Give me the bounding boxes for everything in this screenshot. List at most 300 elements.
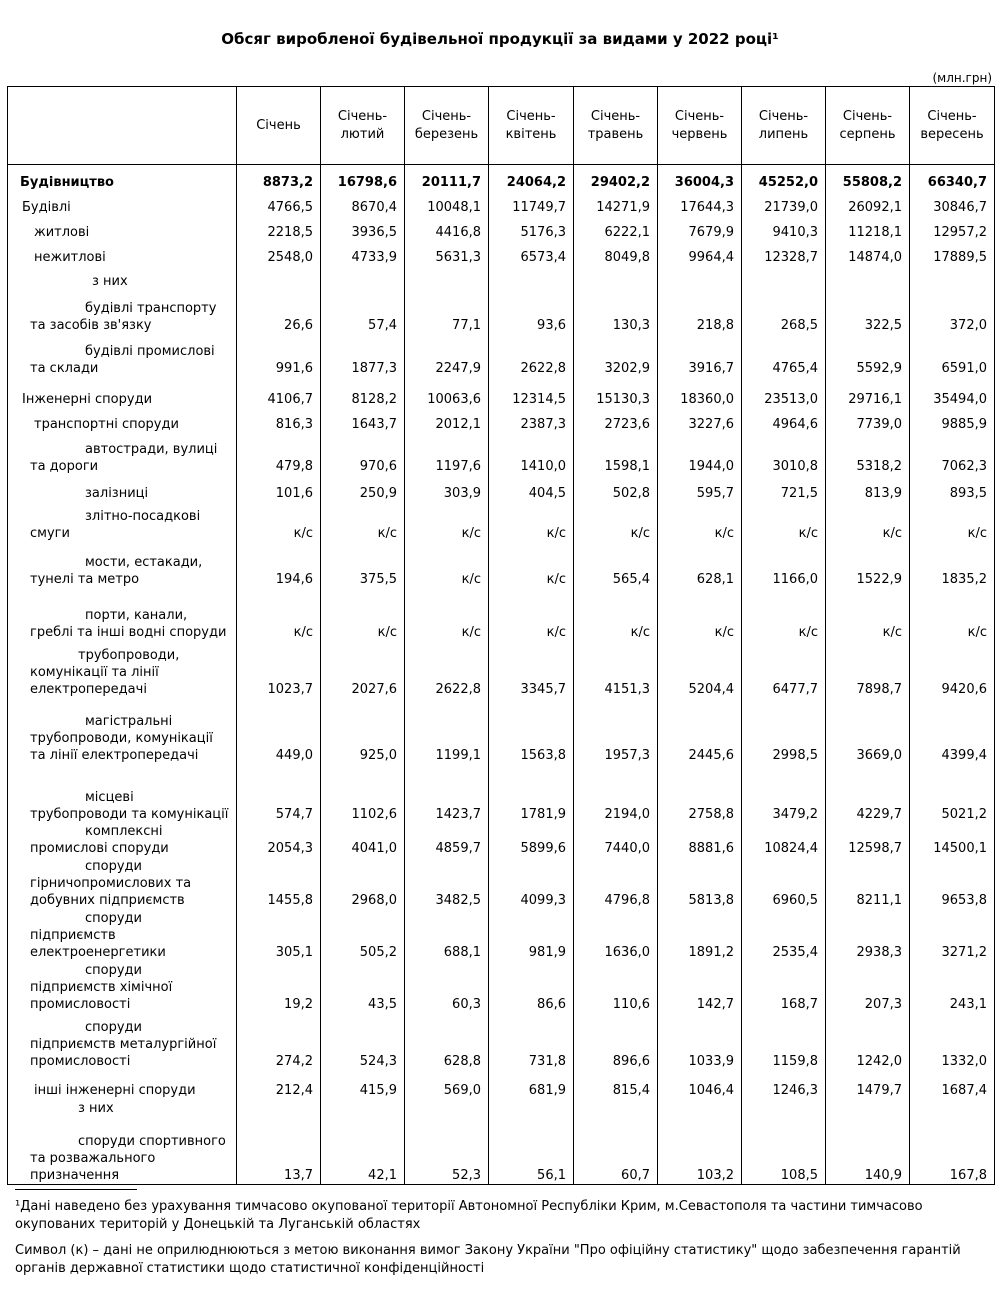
- value-cell: 1643,7: [321, 408, 405, 433]
- row-label: [8, 588, 237, 641]
- value-cell: 167,8: [910, 1117, 995, 1185]
- value-cell: 2998,5: [742, 698, 826, 764]
- value-cell: 970,6: [321, 433, 405, 475]
- value-cell: 628,8: [405, 1013, 489, 1070]
- value-cell: 10063,6: [405, 377, 489, 408]
- table-row: [8, 823, 995, 857]
- value-cell: 628,1: [658, 542, 742, 588]
- value-cell: 1563,8: [489, 698, 574, 764]
- value-cell: 6960,5: [742, 857, 826, 909]
- row-label: [8, 909, 237, 961]
- table-row: [8, 377, 995, 408]
- table-row: [8, 408, 995, 433]
- value-cell: к/с: [405, 588, 489, 641]
- value-cell: 2445,6: [658, 698, 742, 764]
- value-cell: 77,1: [405, 290, 489, 334]
- row-label-text: магістральні трубопроводи, комунікації та лінії електропередачі: [30, 713, 213, 763]
- value-cell: 815,4: [574, 1070, 658, 1099]
- value-cell: 8049,8: [574, 241, 658, 266]
- value-cell: 30846,7: [910, 191, 995, 216]
- table-row: [8, 290, 995, 334]
- table-row: [8, 909, 995, 961]
- value-cell: 681,9: [489, 1070, 574, 1099]
- value-cell: 250,9: [321, 475, 405, 502]
- value-cell: [742, 1099, 826, 1117]
- value-cell: 1957,3: [574, 698, 658, 764]
- row-label: [8, 191, 237, 216]
- value-cell: 305,1: [237, 909, 321, 961]
- value-cell: к/с: [321, 502, 405, 542]
- value-cell: 23513,0: [742, 377, 826, 408]
- value-cell: 6222,1: [574, 216, 658, 241]
- value-cell: 207,3: [826, 961, 910, 1013]
- table-row: [8, 502, 995, 542]
- value-cell: 1598,1: [574, 433, 658, 475]
- value-cell: 5318,2: [826, 433, 910, 475]
- value-cell: [910, 1099, 995, 1117]
- value-cell: 10048,1: [405, 191, 489, 216]
- row-label: [8, 698, 237, 764]
- value-cell: 1332,0: [910, 1013, 995, 1070]
- value-cell: к/с: [489, 502, 574, 542]
- row-label-text: з них: [92, 273, 128, 289]
- row-label-text: споруди підприємств хімічної промисловості: [30, 962, 173, 1012]
- table-row: [8, 764, 995, 823]
- value-cell: 14500,1: [910, 823, 995, 857]
- table-row: [8, 334, 995, 377]
- value-cell: 1455,8: [237, 857, 321, 909]
- value-cell: 35494,0: [910, 377, 995, 408]
- value-cell: 991,6: [237, 334, 321, 377]
- table-row: [8, 588, 995, 641]
- row-label-text: трубопроводи, комунікації та лінії електропередачі: [30, 647, 180, 697]
- value-cell: 5899,6: [489, 823, 574, 857]
- value-cell: 36004,3: [658, 165, 742, 191]
- value-cell: к/с: [574, 502, 658, 542]
- row-label-text: інші інженерні споруди: [34, 1082, 196, 1098]
- table-row: [8, 241, 995, 266]
- value-cell: к/с: [910, 588, 995, 641]
- footnote-2: Символ (к) – дані не оприлюднюються з метою виконання вимог Закону України "Про офіційну статистику" щодо забезпечення гарантій органів державної статистики щодо статистичної конфіденційності: [15, 1243, 961, 1276]
- row-label-text: Інженерні споруди: [22, 391, 153, 407]
- table-row: [8, 1099, 995, 1117]
- value-cell: 55808,2: [826, 165, 910, 191]
- value-cell: [489, 266, 574, 290]
- row-label: [8, 857, 237, 909]
- value-cell: 1197,6: [405, 433, 489, 475]
- value-cell: 2054,3: [237, 823, 321, 857]
- value-cell: 140,9: [826, 1117, 910, 1185]
- value-cell: [826, 1099, 910, 1117]
- value-cell: 1423,7: [405, 764, 489, 823]
- value-cell: 4041,0: [321, 823, 405, 857]
- value-cell: 17644,3: [658, 191, 742, 216]
- column-header: Січень: [237, 87, 321, 165]
- table-row: [8, 641, 995, 698]
- row-label-text: Будівлі: [22, 199, 71, 215]
- value-cell: 1891,2: [658, 909, 742, 961]
- value-cell: [742, 266, 826, 290]
- value-cell: [405, 1099, 489, 1117]
- value-cell: 595,7: [658, 475, 742, 502]
- row-label-text: комплексні промислові споруди: [30, 823, 169, 856]
- value-cell: 4106,7: [237, 377, 321, 408]
- value-cell: 5631,3: [405, 241, 489, 266]
- value-cell: 243,1: [910, 961, 995, 1013]
- value-cell: 4151,3: [574, 641, 658, 698]
- column-header: Січень-липень: [742, 87, 826, 165]
- value-cell: 142,7: [658, 961, 742, 1013]
- value-cell: к/с: [321, 588, 405, 641]
- value-cell: к/с: [574, 588, 658, 641]
- value-cell: 2535,4: [742, 909, 826, 961]
- value-cell: 1410,0: [489, 433, 574, 475]
- value-cell: [574, 266, 658, 290]
- row-label: [8, 961, 237, 1013]
- value-cell: 7739,0: [826, 408, 910, 433]
- value-cell: 816,3: [237, 408, 321, 433]
- value-cell: [658, 1099, 742, 1117]
- value-cell: 569,0: [405, 1070, 489, 1099]
- column-header: Січень-квітень: [489, 87, 574, 165]
- value-cell: 9964,4: [658, 241, 742, 266]
- production-table: [7, 86, 995, 1185]
- row-label: [8, 641, 237, 698]
- value-cell: 3482,5: [405, 857, 489, 909]
- value-cell: 14271,9: [574, 191, 658, 216]
- value-cell: 7062,3: [910, 433, 995, 475]
- value-cell: 479,8: [237, 433, 321, 475]
- row-label-text: споруди гірничопромислових та добувних підприємств: [30, 858, 192, 908]
- value-cell: 2247,9: [405, 334, 489, 377]
- value-cell: 3669,0: [826, 698, 910, 764]
- value-cell: 8881,6: [658, 823, 742, 857]
- value-cell: 8670,4: [321, 191, 405, 216]
- value-cell: 1102,6: [321, 764, 405, 823]
- value-cell: 26092,1: [826, 191, 910, 216]
- value-cell: 1166,0: [742, 542, 826, 588]
- value-cell: 893,5: [910, 475, 995, 502]
- value-cell: 375,5: [321, 542, 405, 588]
- row-label: [8, 216, 237, 241]
- row-label: [8, 823, 237, 857]
- value-cell: 3479,2: [742, 764, 826, 823]
- value-cell: 194,6: [237, 542, 321, 588]
- value-cell: [658, 266, 742, 290]
- value-cell: [574, 1099, 658, 1117]
- value-cell: 60,7: [574, 1117, 658, 1185]
- value-cell: к/с: [489, 588, 574, 641]
- value-cell: 11218,1: [826, 216, 910, 241]
- value-cell: 45252,0: [742, 165, 826, 191]
- value-cell: 1687,4: [910, 1070, 995, 1099]
- value-cell: 29402,2: [574, 165, 658, 191]
- value-cell: 103,2: [658, 1117, 742, 1185]
- value-cell: [489, 1099, 574, 1117]
- value-cell: к/с: [826, 588, 910, 641]
- value-cell: 2027,6: [321, 641, 405, 698]
- value-cell: 1023,7: [237, 641, 321, 698]
- value-cell: 2938,3: [826, 909, 910, 961]
- table-row: [8, 1070, 995, 1099]
- value-cell: 21739,0: [742, 191, 826, 216]
- value-cell: 56,1: [489, 1117, 574, 1185]
- value-cell: 731,8: [489, 1013, 574, 1070]
- value-cell: 7898,7: [826, 641, 910, 698]
- value-cell: 2548,0: [237, 241, 321, 266]
- value-cell: 18360,0: [658, 377, 742, 408]
- row-label: [8, 1117, 237, 1185]
- value-cell: 303,9: [405, 475, 489, 502]
- table-row: [8, 1117, 995, 1185]
- row-label: [8, 377, 237, 408]
- value-cell: 9420,6: [910, 641, 995, 698]
- value-cell: 66340,7: [910, 165, 995, 191]
- column-header: Січень-травень: [574, 87, 658, 165]
- value-cell: 4964,6: [742, 408, 826, 433]
- column-header: Січень-серпень: [826, 87, 910, 165]
- value-cell: 57,4: [321, 290, 405, 334]
- value-cell: 19,2: [237, 961, 321, 1013]
- table-body: [8, 165, 995, 1185]
- table-row: [8, 961, 995, 1013]
- value-cell: 11749,7: [489, 191, 574, 216]
- column-header: Січень-лютий: [321, 87, 405, 165]
- row-label-text: споруди підприємств електроенергетики: [30, 910, 166, 960]
- value-cell: к/с: [237, 502, 321, 542]
- value-cell: 1522,9: [826, 542, 910, 588]
- value-cell: 4766,5: [237, 191, 321, 216]
- value-cell: к/с: [658, 588, 742, 641]
- footnote-1: ¹Дані наведено без урахування тимчасово окупованої території Автономної Республіки Крим, м.Севастополя та частини тимчасово окупованих територій у Донецькій та Луганській областях: [15, 1199, 923, 1232]
- row-label: [8, 475, 237, 502]
- column-header: Січень-березень: [405, 87, 489, 165]
- value-cell: 3271,2: [910, 909, 995, 961]
- row-label-text: злітно-посадкові смуги: [30, 508, 201, 541]
- value-cell: 101,6: [237, 475, 321, 502]
- value-cell: 3345,7: [489, 641, 574, 698]
- value-cell: 3202,9: [574, 334, 658, 377]
- value-cell: 2968,0: [321, 857, 405, 909]
- row-label: [8, 1070, 237, 1099]
- value-cell: 10824,4: [742, 823, 826, 857]
- value-cell: 372,0: [910, 290, 995, 334]
- value-cell: 26,6: [237, 290, 321, 334]
- value-cell: 449,0: [237, 698, 321, 764]
- header-empty-cell: [8, 87, 237, 165]
- table-row: [8, 216, 995, 241]
- value-cell: [910, 266, 995, 290]
- value-cell: 404,5: [489, 475, 574, 502]
- row-label-text: будівлі транспорту та засобів зв'язку: [30, 300, 217, 333]
- value-cell: 1159,8: [742, 1013, 826, 1070]
- row-label-text: мости, естакади, тунелі та метро: [30, 554, 203, 587]
- row-label: [8, 502, 237, 542]
- table-row: [8, 266, 995, 290]
- value-cell: 4859,7: [405, 823, 489, 857]
- value-cell: 8128,2: [321, 377, 405, 408]
- value-cell: 2622,8: [405, 641, 489, 698]
- value-cell: 2758,8: [658, 764, 742, 823]
- row-label: [8, 1099, 237, 1117]
- value-cell: 12328,7: [742, 241, 826, 266]
- value-cell: 130,3: [574, 290, 658, 334]
- value-cell: 20111,7: [405, 165, 489, 191]
- value-cell: к/с: [826, 502, 910, 542]
- value-cell: 60,3: [405, 961, 489, 1013]
- value-cell: 3227,6: [658, 408, 742, 433]
- row-label-text: споруди спортивного та розважального призначення: [30, 1134, 226, 1183]
- value-cell: 688,1: [405, 909, 489, 961]
- value-cell: 52,3: [405, 1117, 489, 1185]
- value-cell: 7440,0: [574, 823, 658, 857]
- row-label-text: порти, канали, греблі та інші водні споруди: [30, 607, 227, 640]
- value-cell: 8211,1: [826, 857, 910, 909]
- row-label: [8, 764, 237, 823]
- value-cell: 14874,0: [826, 241, 910, 266]
- value-cell: 813,9: [826, 475, 910, 502]
- row-label: [8, 334, 237, 377]
- row-label: [8, 542, 237, 588]
- header-row: [8, 87, 995, 165]
- value-cell: [405, 266, 489, 290]
- value-cell: 110,6: [574, 961, 658, 1013]
- value-cell: 86,6: [489, 961, 574, 1013]
- row-label-text: місцеві трубопроводи та комунікації: [30, 789, 229, 822]
- value-cell: к/с: [405, 502, 489, 542]
- value-cell: 212,4: [237, 1070, 321, 1099]
- value-cell: [237, 266, 321, 290]
- value-cell: к/с: [658, 502, 742, 542]
- value-cell: 574,7: [237, 764, 321, 823]
- value-cell: 3916,7: [658, 334, 742, 377]
- value-cell: 1246,3: [742, 1070, 826, 1099]
- row-label: [8, 433, 237, 475]
- value-cell: 4099,3: [489, 857, 574, 909]
- value-cell: 2194,0: [574, 764, 658, 823]
- value-cell: 2387,3: [489, 408, 574, 433]
- value-cell: к/с: [742, 588, 826, 641]
- value-cell: 274,2: [237, 1013, 321, 1070]
- value-cell: 268,5: [742, 290, 826, 334]
- table-title: Обсяг виробленої будівельної продукції за видами у 2022 році¹: [221, 30, 779, 48]
- value-cell: 9885,9: [910, 408, 995, 433]
- row-label: [8, 1013, 237, 1070]
- value-cell: к/с: [742, 502, 826, 542]
- value-cell: 15130,3: [574, 377, 658, 408]
- unit-label: (млн.грн): [932, 71, 992, 85]
- value-cell: [237, 1099, 321, 1117]
- column-header: Січень-вересень: [910, 87, 995, 165]
- value-cell: 29716,1: [826, 377, 910, 408]
- value-cell: к/с: [489, 542, 574, 588]
- value-cell: 12598,7: [826, 823, 910, 857]
- row-label-text: нежитлові: [34, 249, 106, 265]
- value-cell: 168,7: [742, 961, 826, 1013]
- row-label-text: споруди підприємств металургійної промисловості: [30, 1019, 217, 1069]
- value-cell: 4796,8: [574, 857, 658, 909]
- value-cell: к/с: [910, 502, 995, 542]
- row-label-text: транспортні споруди: [34, 416, 179, 432]
- value-cell: 3010,8: [742, 433, 826, 475]
- value-cell: 5176,3: [489, 216, 574, 241]
- value-cell: 7679,9: [658, 216, 742, 241]
- value-cell: 4416,8: [405, 216, 489, 241]
- value-cell: [321, 266, 405, 290]
- footnote-divider: [15, 1189, 137, 1190]
- value-cell: 981,9: [489, 909, 574, 961]
- value-cell: 9410,3: [742, 216, 826, 241]
- value-cell: 2622,8: [489, 334, 574, 377]
- row-label-text: автостради, вулиці та дороги: [30, 441, 218, 474]
- value-cell: 2723,6: [574, 408, 658, 433]
- value-cell: 16798,6: [321, 165, 405, 191]
- value-cell: 1242,0: [826, 1013, 910, 1070]
- value-cell: [826, 266, 910, 290]
- column-header: Січень-червень: [658, 87, 742, 165]
- value-cell: 1877,3: [321, 334, 405, 377]
- value-cell: 896,6: [574, 1013, 658, 1070]
- value-cell: 505,2: [321, 909, 405, 961]
- table-row: [8, 165, 995, 191]
- value-cell: 93,6: [489, 290, 574, 334]
- value-cell: 1479,7: [826, 1070, 910, 1099]
- value-cell: 6573,4: [489, 241, 574, 266]
- table-row: [8, 191, 995, 216]
- value-cell: 42,1: [321, 1117, 405, 1185]
- value-cell: 565,4: [574, 542, 658, 588]
- row-label-text: будівлі промислові та склади: [30, 343, 215, 376]
- value-cell: 9653,8: [910, 857, 995, 909]
- row-label: [8, 165, 237, 191]
- value-cell: к/с: [237, 588, 321, 641]
- value-cell: 12957,2: [910, 216, 995, 241]
- row-label: [8, 241, 237, 266]
- value-cell: 13,7: [237, 1117, 321, 1185]
- value-cell: 24064,2: [489, 165, 574, 191]
- table-row: [8, 698, 995, 764]
- value-cell: 5204,4: [658, 641, 742, 698]
- table-row: [8, 475, 995, 502]
- value-cell: 5813,8: [658, 857, 742, 909]
- value-cell: 1944,0: [658, 433, 742, 475]
- value-cell: 1781,9: [489, 764, 574, 823]
- value-cell: к/с: [405, 542, 489, 588]
- value-cell: 6591,0: [910, 334, 995, 377]
- row-label: [8, 266, 237, 290]
- value-cell: 1636,0: [574, 909, 658, 961]
- value-cell: 108,5: [742, 1117, 826, 1185]
- value-cell: 721,5: [742, 475, 826, 502]
- table-row: [8, 857, 995, 909]
- value-cell: 2012,1: [405, 408, 489, 433]
- value-cell: [321, 1099, 405, 1117]
- row-label-text: Будівництво: [20, 174, 114, 190]
- value-cell: 218,8: [658, 290, 742, 334]
- value-cell: 1033,9: [658, 1013, 742, 1070]
- row-label-text: залізниці: [85, 485, 149, 501]
- value-cell: 1835,2: [910, 542, 995, 588]
- table-row: [8, 542, 995, 588]
- value-cell: 17889,5: [910, 241, 995, 266]
- value-cell: 43,5: [321, 961, 405, 1013]
- table-row: [8, 433, 995, 475]
- value-cell: 502,8: [574, 475, 658, 502]
- value-cell: 12314,5: [489, 377, 574, 408]
- value-cell: 1199,1: [405, 698, 489, 764]
- row-label: [8, 290, 237, 334]
- value-cell: 3936,5: [321, 216, 405, 241]
